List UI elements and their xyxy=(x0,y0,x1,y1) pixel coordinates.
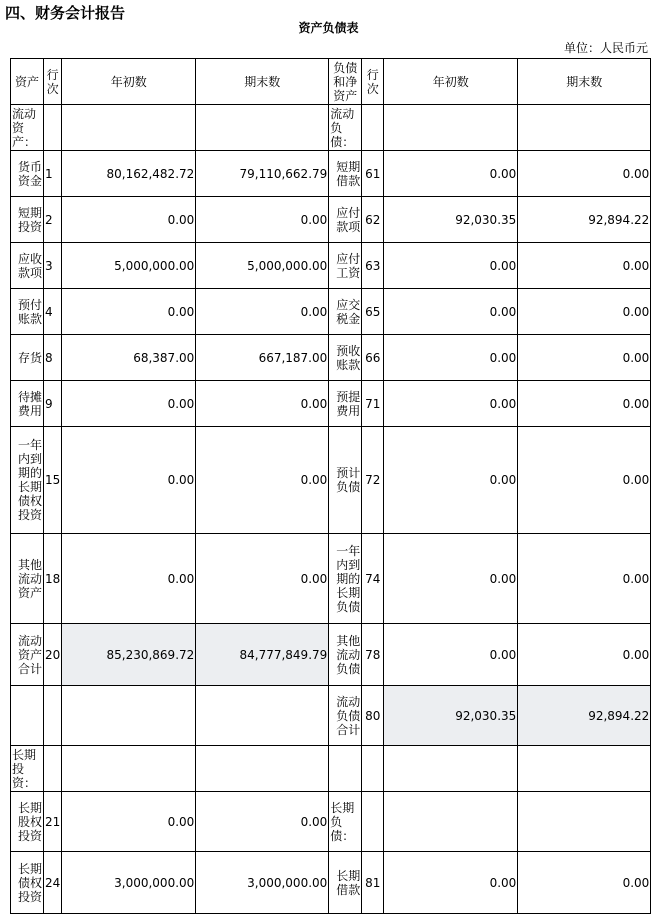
asset-begin: 85,230,869.72 xyxy=(62,624,196,686)
liab-name: 应付工资 xyxy=(329,243,362,289)
liab-end: 0.00 xyxy=(518,243,651,289)
liab-end xyxy=(518,792,651,852)
liab-name: 长期负债： xyxy=(329,792,362,852)
liab-end: 0.00 xyxy=(518,427,651,534)
liab-name: 应付款项 xyxy=(329,197,362,243)
liab-name: 一年内到期的长期负债 xyxy=(329,534,362,624)
asset-row-no: 1 xyxy=(44,151,62,197)
liab-begin: 0.00 xyxy=(384,852,518,914)
liab-begin: 0.00 xyxy=(384,243,518,289)
asset-row-no xyxy=(44,686,62,746)
asset-name: 一年内到期的长期债权投资 xyxy=(11,427,44,534)
liab-name: 预收账款 xyxy=(329,335,362,381)
asset-name: 存货 xyxy=(11,335,44,381)
asset-end: 79,110,662.79 xyxy=(196,151,329,197)
table-title: 资产负债表 xyxy=(298,21,359,35)
asset-row-no: 3 xyxy=(44,243,62,289)
asset-name: 应收款项 xyxy=(11,243,44,289)
table-row xyxy=(11,243,651,289)
liab-end: 92,894.22 xyxy=(518,686,651,746)
liab-row-no: 62 xyxy=(362,197,384,243)
header-asset: 资产 xyxy=(11,59,44,105)
asset-end: 0.00 xyxy=(196,381,329,427)
liab-name: 流动负债合计 xyxy=(329,686,362,746)
table-row xyxy=(11,289,651,335)
liab-end xyxy=(518,105,651,151)
table-row xyxy=(11,105,651,151)
liab-row-no: 72 xyxy=(362,427,384,534)
liab-end xyxy=(518,746,651,792)
asset-row-no: 2 xyxy=(44,197,62,243)
liab-row-no: 74 xyxy=(362,534,384,624)
asset-begin: 0.00 xyxy=(62,381,196,427)
liab-end: 0.00 xyxy=(518,381,651,427)
liab-begin: 0.00 xyxy=(384,534,518,624)
liab-end: 0.00 xyxy=(518,534,651,624)
unit-label: 单位：人民币元 xyxy=(563,41,648,55)
asset-end: 0.00 xyxy=(196,534,329,624)
liab-name: 预计负债 xyxy=(329,427,362,534)
asset-name: 短期投资 xyxy=(11,197,44,243)
liab-name: 应交税金 xyxy=(329,289,362,335)
asset-name: 长期债权投资 xyxy=(11,852,44,914)
table-row xyxy=(11,852,651,914)
asset-end xyxy=(196,746,329,792)
asset-end: 0.00 xyxy=(196,197,329,243)
table-row xyxy=(11,534,651,624)
asset-end: 0.00 xyxy=(196,289,329,335)
asset-begin: 0.00 xyxy=(62,534,196,624)
asset-row-no: 8 xyxy=(44,335,62,381)
asset-row-no: 20 xyxy=(44,624,62,686)
liab-end: 0.00 xyxy=(518,151,651,197)
asset-row-no: 21 xyxy=(44,792,62,852)
asset-end: 0.00 xyxy=(196,427,329,534)
table-row xyxy=(11,197,651,243)
asset-row-no: 18 xyxy=(44,534,62,624)
liab-row-no: 63 xyxy=(362,243,384,289)
asset-name: 预付账款 xyxy=(11,289,44,335)
liab-row-no: 66 xyxy=(362,335,384,381)
asset-name: 流动资产合计 xyxy=(11,624,44,686)
asset-end: 0.00 xyxy=(196,792,329,852)
asset-begin: 80,162,482.72 xyxy=(62,151,196,197)
header-row-no: 行次 xyxy=(44,59,62,105)
liab-begin: 92,030.35 xyxy=(384,197,518,243)
liab-name: 短期借款 xyxy=(329,151,362,197)
header-row-no-2: 行次 xyxy=(362,59,384,105)
liab-name: 流动负债： xyxy=(329,105,362,151)
asset-begin: 0.00 xyxy=(62,197,196,243)
asset-end xyxy=(196,105,329,151)
asset-row-no: 9 xyxy=(44,381,62,427)
asset-row-no: 4 xyxy=(44,289,62,335)
section-title: 四、财务会计报告 xyxy=(5,4,126,22)
asset-begin: 3,000,000.00 xyxy=(62,852,196,914)
liab-end: 0.00 xyxy=(518,852,651,914)
asset-name: 货币资金 xyxy=(11,151,44,197)
asset-row-no xyxy=(44,746,62,792)
asset-end: 84,777,849.79 xyxy=(196,624,329,686)
asset-end: 5,000,000.00 xyxy=(196,243,329,289)
liab-begin xyxy=(384,105,518,151)
header-end: 期末数 xyxy=(196,59,329,105)
liab-begin: 92,030.35 xyxy=(384,686,518,746)
liab-name: 预提费用 xyxy=(329,381,362,427)
asset-begin: 0.00 xyxy=(62,289,196,335)
asset-name: 流动资产： xyxy=(11,105,44,151)
asset-begin: 68,387.00 xyxy=(62,335,196,381)
asset-row-no: 24 xyxy=(44,852,62,914)
asset-begin xyxy=(62,686,196,746)
liab-row-no xyxy=(362,792,384,852)
asset-begin xyxy=(62,105,196,151)
header-begin: 年初数 xyxy=(62,59,196,105)
liab-begin: 0.00 xyxy=(384,151,518,197)
table-row xyxy=(11,427,651,534)
liab-row-no: 61 xyxy=(362,151,384,197)
liab-begin: 0.00 xyxy=(384,427,518,534)
asset-begin xyxy=(62,746,196,792)
liab-row-no: 71 xyxy=(362,381,384,427)
header-row xyxy=(11,59,651,105)
liab-name: 长期借款 xyxy=(329,852,362,914)
liab-end: 0.00 xyxy=(518,335,651,381)
header-begin-2: 年初数 xyxy=(384,59,518,105)
asset-end: 3,000,000.00 xyxy=(196,852,329,914)
asset-begin: 0.00 xyxy=(62,792,196,852)
asset-end xyxy=(196,686,329,746)
liab-begin xyxy=(384,746,518,792)
asset-name: 长期股权投资 xyxy=(11,792,44,852)
liab-end: 0.00 xyxy=(518,289,651,335)
liab-row-no: 65 xyxy=(362,289,384,335)
asset-begin: 5,000,000.00 xyxy=(62,243,196,289)
table-row xyxy=(11,624,651,686)
header-liabilities: 负债和净资产 xyxy=(329,59,362,105)
asset-begin: 0.00 xyxy=(62,427,196,534)
liab-begin: 0.00 xyxy=(384,381,518,427)
liab-begin: 0.00 xyxy=(384,289,518,335)
liab-name: 其他流动负债 xyxy=(329,624,362,686)
liab-row-no: 78 xyxy=(362,624,384,686)
table-row xyxy=(11,381,651,427)
liab-begin xyxy=(384,792,518,852)
liab-row-no: 81 xyxy=(362,852,384,914)
balance-sheet-table xyxy=(10,58,651,914)
asset-row-no: 15 xyxy=(44,427,62,534)
table-row xyxy=(11,746,651,792)
asset-name: 其他流动资产 xyxy=(11,534,44,624)
table-row xyxy=(11,686,651,746)
liab-row-no xyxy=(362,746,384,792)
table-row xyxy=(11,792,651,852)
asset-row-no xyxy=(44,105,62,151)
liab-end: 0.00 xyxy=(518,624,651,686)
asset-end: 667,187.00 xyxy=(196,335,329,381)
liab-begin: 0.00 xyxy=(384,624,518,686)
header-end-2: 期末数 xyxy=(518,59,651,105)
table-row xyxy=(11,151,651,197)
liab-row-no: 80 xyxy=(362,686,384,746)
asset-name xyxy=(11,686,44,746)
table-row xyxy=(11,335,651,381)
liab-begin: 0.00 xyxy=(384,335,518,381)
liab-end: 92,894.22 xyxy=(518,197,651,243)
asset-name: 长期投资： xyxy=(11,746,44,792)
asset-name: 待摊费用 xyxy=(11,381,44,427)
liab-name xyxy=(329,746,362,792)
liab-row-no xyxy=(362,105,384,151)
